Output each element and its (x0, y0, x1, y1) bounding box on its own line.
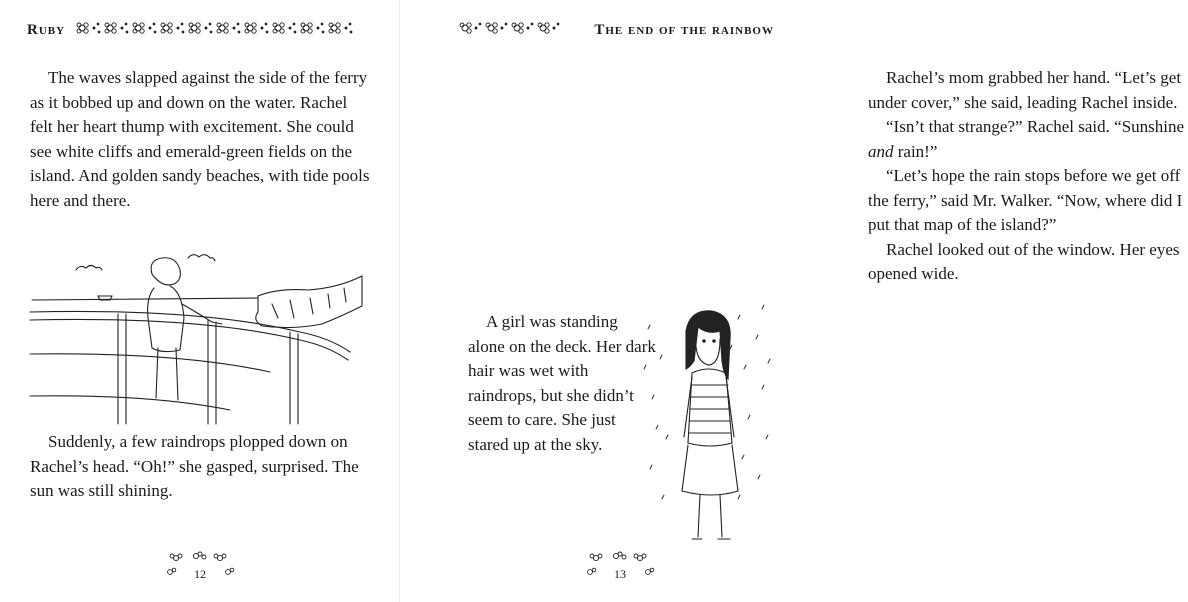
body-text-block (468, 310, 658, 457)
paragraph: “Let’s hope the rain stops before we get off the ferry,” said Mr. Walker. “Now, where did I put that map of the island?” (868, 166, 1183, 234)
floral-border-right (459, 16, 569, 40)
page-number: 12 (194, 567, 206, 581)
ferry-railing-illustration (28, 248, 364, 428)
girl-in-rain-illustration (640, 295, 780, 555)
page-number-ornament (580, 548, 660, 588)
running-header-right: The end of the rainbow (594, 22, 774, 38)
page-number-ornament (160, 548, 240, 588)
right-page (400, 0, 1185, 602)
body-text-block (30, 430, 370, 504)
running-header-left: Ruby (27, 22, 66, 38)
body-text-block (868, 66, 1188, 287)
paragraph: “Isn’t that strange?” Rachel said. “Sunshine and rain!” (868, 117, 1185, 161)
left-page (0, 0, 400, 602)
floral-border-left (76, 16, 376, 40)
body-text-block (30, 66, 370, 213)
paragraph: Rachel’s mom grabbed her hand. “Let’s get under cover,” she said, leading Rachel inside. (868, 68, 1182, 112)
page-number: 13 (614, 567, 626, 581)
paragraph: Rachel looked out of the window. Her eyes opened wide. (868, 239, 1180, 283)
paragraph: Suddenly, a few raindrops plopped down on Rachel’s head. “Oh!” she gasped, surprised. The sun was still shining. (30, 432, 359, 500)
paragraph: A girl was standing alone on the deck. Her dark hair was wet with raindrops, but she didn’t seem to care. She just stared up at the sky. (468, 312, 656, 454)
paragraph: The waves slapped against the side of the ferry as it bobbed up and down on the water. Rachel felt her heart thump with excitement. She could see white cliffs and emerald-green fields on the island. And golden sandy beaches, with tide pools here and there. (30, 68, 370, 210)
